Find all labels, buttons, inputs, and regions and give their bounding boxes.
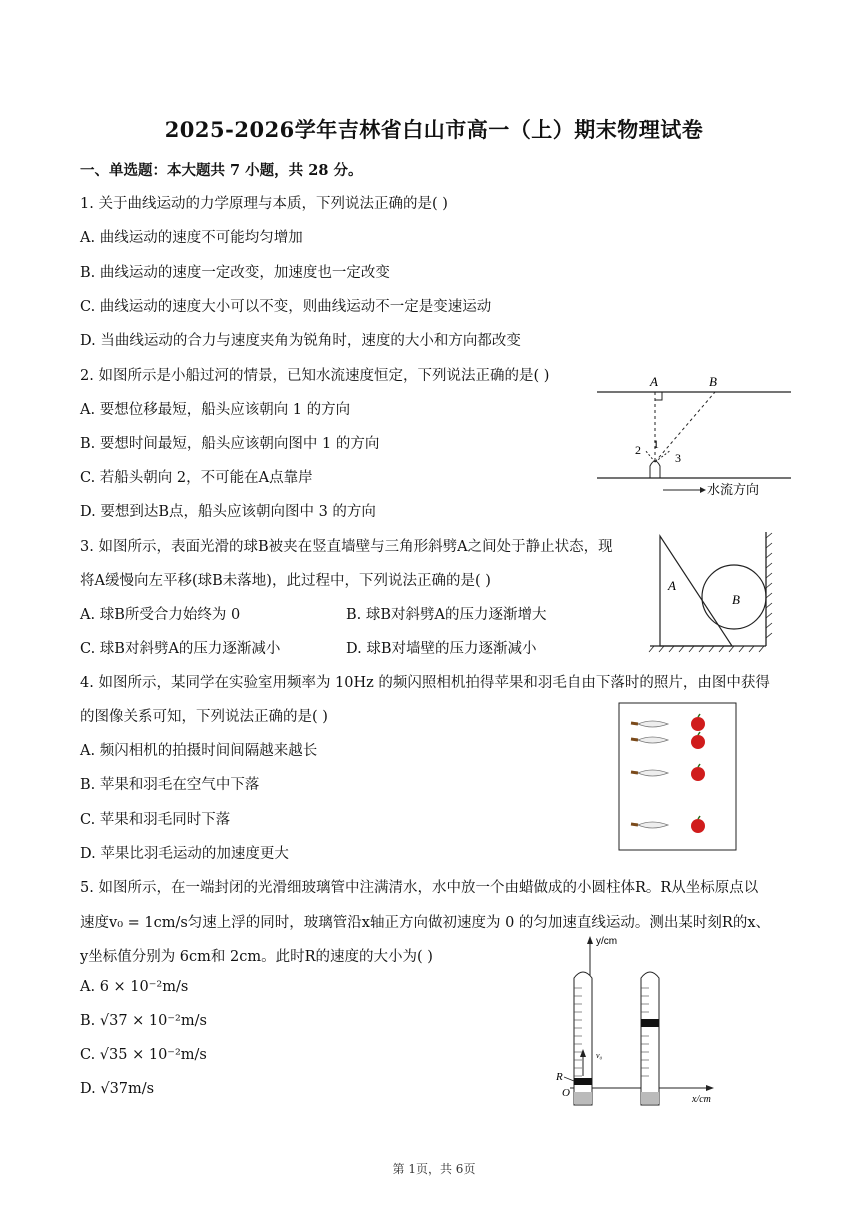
- q4-option-a: A. 频闪相机的拍摄时间间隔越来越长: [80, 743, 318, 759]
- q3-option-c: C. 球B对斜劈A的压力逐渐减小: [80, 641, 281, 657]
- fig-label-b: B: [709, 374, 717, 389]
- q4-option-d: D. 苹果比羽毛运动的加速度更大: [80, 846, 289, 862]
- q3-option-d: D. 球B对墙壁的压力逐渐减小: [346, 641, 537, 657]
- page-title: 2025-2026学年吉林省白山市高一（上）期末物理试卷: [164, 117, 704, 142]
- fig-label-3: 3: [675, 451, 681, 465]
- q1-option-c: C. 曲线运动的速度大小可以不变，则曲线运动不一定是变速运动: [80, 299, 492, 315]
- fig-origin-label: O: [562, 1087, 570, 1099]
- q1-stem: 1. 关于曲线运动的力学原理与本质，下列说法正确的是( ): [80, 196, 448, 212]
- q5-stem-2: 速度v₀ = 1cm/s匀速上浮的同时，玻璃管沿x轴正方向做初速度为 0 的匀加速直线运动。测出某时刻R的x、: [80, 915, 771, 931]
- q3-option-a: A. 球B所受合力始终为 0: [80, 607, 241, 623]
- q2-option-b: B. 要想时间最短，船头应该朝向图中 1 的方向: [80, 436, 380, 452]
- q5-stem-3: y坐标值分别为 6cm和 2cm。此时R的速度的大小为( ): [80, 949, 433, 965]
- fig-wedge-label: A: [668, 578, 676, 593]
- q4-stem-1: 4. 如图所示，某同学在实验室用频率为 10Hz 的频闪照相机拍得苹果和羽毛自由下落时的照片，由图中获得: [80, 675, 770, 691]
- fig-y-axis-label: y/cm: [596, 936, 618, 947]
- q5-option-b: B. √37 × 10⁻²m/s: [80, 1013, 207, 1029]
- fig-label-a: A: [650, 374, 658, 389]
- q5-option-c: C. √35 × 10⁻²m/s: [80, 1047, 207, 1063]
- q4-option-b: B. 苹果和羽毛在空气中下落: [80, 777, 260, 793]
- fig-r-label: R: [556, 1071, 563, 1083]
- q5-stem-1: 5. 如图所示，在一端封闭的光滑细玻璃管中注满清水，水中放一个由蜡做成的小圆柱体R。R从坐标原点以: [80, 880, 759, 896]
- ball-wedge-figure: [646, 530, 782, 656]
- q5-option-a: A. 6 × 10⁻²m/s: [80, 979, 189, 995]
- strobe-photo-figure: [618, 702, 738, 852]
- q3-option-b: B. 球B对斜劈A的压力逐渐增大: [346, 607, 547, 623]
- q3-stem-2: 将A缓慢向左平移(球B未落地)，此过程中，下列说法正确的是( ): [80, 573, 491, 589]
- fig-v0-label: v₀: [596, 1051, 603, 1060]
- q2-option-a: A. 要想位移最短，船头应该朝向 1 的方向: [80, 402, 351, 418]
- fig-label-2: 2: [635, 443, 641, 457]
- river-crossing-figure: [595, 370, 795, 500]
- section-heading: 一、单选题：本大题共 7 小题，共 28 分。: [80, 162, 363, 179]
- q1-option-a: A. 曲线运动的速度不可能均匀增加: [80, 230, 303, 246]
- page-footer: 第 1页，共 6页: [392, 1162, 476, 1176]
- q4-stem-2: 的图像关系可知，下列说法正确的是( ): [80, 709, 328, 725]
- q4-option-c: C. 苹果和羽毛同时下落: [80, 812, 231, 828]
- q1-option-b: B. 曲线运动的速度一定改变，加速度也一定改变: [80, 265, 390, 281]
- q2-option-c: C. 若船头朝向 2，不可能在A点靠岸: [80, 470, 313, 486]
- tube-right: [641, 972, 659, 1105]
- glass-tube-figure: [550, 930, 730, 1110]
- q2-option-d: D. 要想到达B点，船头应该朝向图中 3 的方向: [80, 504, 376, 520]
- q2-stem: 2. 如图所示是小船过河的情景，已知水流速度恒定，下列说法正确的是( ): [80, 368, 550, 384]
- fig-ball-label: B: [732, 592, 740, 607]
- fig-label-1: 1: [653, 437, 659, 451]
- tube-left: [574, 972, 592, 1105]
- fig-flow-label: 水流方向: [707, 482, 760, 497]
- fig-x-axis-label: x/cm: [692, 1094, 711, 1105]
- q5-option-d: D. √37m/s: [80, 1081, 155, 1097]
- q3-stem-1: 3. 如图所示，表面光滑的球B被夹在竖直墙壁与三角形斜劈A之间处于静止状态，现: [80, 539, 613, 555]
- q1-option-d: D. 当曲线运动的合力与速度夹角为锐角时，速度的大小和方向都改变: [80, 333, 521, 349]
